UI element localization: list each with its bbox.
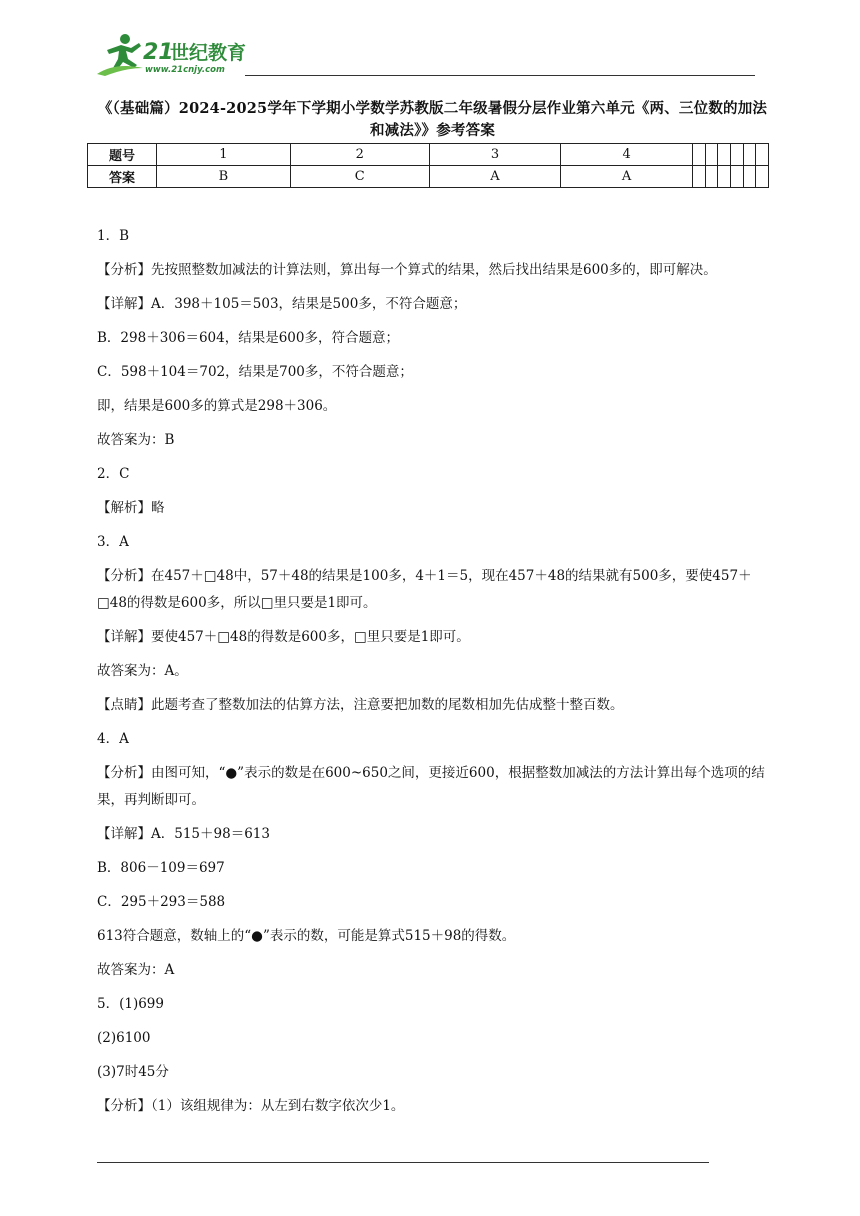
table-cell: 2 (290, 144, 429, 166)
table-cell (718, 166, 731, 188)
svg-text:21: 21 (143, 40, 174, 65)
detail-line: 【详解】要使457＋□48的得数是600多，□里只要是1即可。 (97, 629, 470, 645)
table-cell (756, 144, 769, 166)
logo-21cnjy (95, 32, 265, 76)
table-cell (743, 144, 756, 166)
text-line: B．298＋306＝604，结果是600多，符合题意； (97, 330, 399, 346)
row-label-answer: 答案 (88, 166, 157, 188)
detail-line: 【详解】A．398＋105＝503，结果是500多，不符合题意； (97, 296, 467, 312)
detail-line: 【详解】A．515＋98＝613 (97, 826, 270, 842)
row-label-number: 题号 (88, 144, 157, 166)
analysis-line: 【分析】先按照整数加减法的计算法则，算出每一个算式的结果，然后找出结果是600多的，即可解决。 (97, 262, 717, 278)
table-cell: C (290, 166, 429, 188)
analysis-line: 【分析】由图可知，“●”表示的数是在600~650之间，更接近600，根据整数加减法的方法计算出每个选项的结果，再判断即可。 (97, 765, 765, 808)
text-line: (3)7时45分 (97, 1064, 169, 1080)
answer-line: 3．A (97, 534, 129, 550)
svg-text:世纪教育: 世纪教育 (170, 42, 247, 64)
text-line: (2)6100 (97, 1030, 151, 1046)
text-line: 即，结果是600多的算式是298＋306。 (97, 398, 337, 414)
table-cell (718, 144, 731, 166)
table-cell (692, 144, 705, 166)
text-line: 【解析】略 (97, 500, 165, 516)
table-cell: B (157, 166, 291, 188)
table-cell (705, 144, 718, 166)
table-cell: 1 (157, 144, 291, 166)
comment-line: 【点睛】此题考查了整数加法的估算方法，注意要把加数的尾数相加先估成整十整百数。 (97, 697, 624, 713)
table-cell (730, 166, 743, 188)
text-line: C．598＋104＝702，结果是700多，不符合题意； (97, 364, 413, 380)
text-line: 613符合题意，数轴上的“●”表示的数，可能是算式515＋98的得数。 (97, 928, 516, 944)
text-line: 故答案为：B (97, 432, 175, 448)
table-cell (730, 144, 743, 166)
footer-rule (97, 1162, 709, 1163)
answer-line: 2．C (97, 466, 130, 482)
header-rule (245, 75, 755, 76)
table-cell (743, 166, 756, 188)
table-cell: A (429, 166, 561, 188)
answer-line: 4．A (97, 731, 129, 747)
table-cell (692, 166, 705, 188)
page-header (95, 32, 755, 78)
text-line: B．806－109＝697 (97, 860, 225, 876)
document-title: 《（基础篇）2024-2025学年下学期小学数学苏教版二年级暑假分层作业第六单元《两、三位数的加法和减法》》参考答案 (97, 100, 768, 139)
analysis-line: 【分析】（1）该组规律为：从左到右数字依次少1。 (97, 1098, 405, 1114)
table-cell: 3 (429, 144, 561, 166)
table-cell (756, 166, 769, 188)
text-line: C．295＋293＝588 (97, 894, 226, 910)
table-cell (705, 166, 718, 188)
table-row (88, 144, 769, 166)
svg-text:www.21cnjy.com: www.21cnjy.com (145, 65, 225, 75)
table-cell: 4 (561, 144, 693, 166)
answer-content (97, 219, 777, 1123)
table-row (88, 166, 769, 188)
answer-line: 1．B (97, 228, 130, 244)
text-line: 故答案为：A。 (97, 663, 188, 679)
table-cell: A (561, 166, 693, 188)
answer-table (87, 143, 769, 188)
analysis-line: 【分析】在457＋□48中，57＋48的结果是100多，4＋1＝5，现在457＋48的结果就有500多，要使457＋□48的得数是600多，所以□里只要是1即可。 (97, 568, 752, 611)
answer-line: 5．(1)699 (97, 996, 164, 1012)
text-line: 故答案为：A (97, 962, 175, 978)
